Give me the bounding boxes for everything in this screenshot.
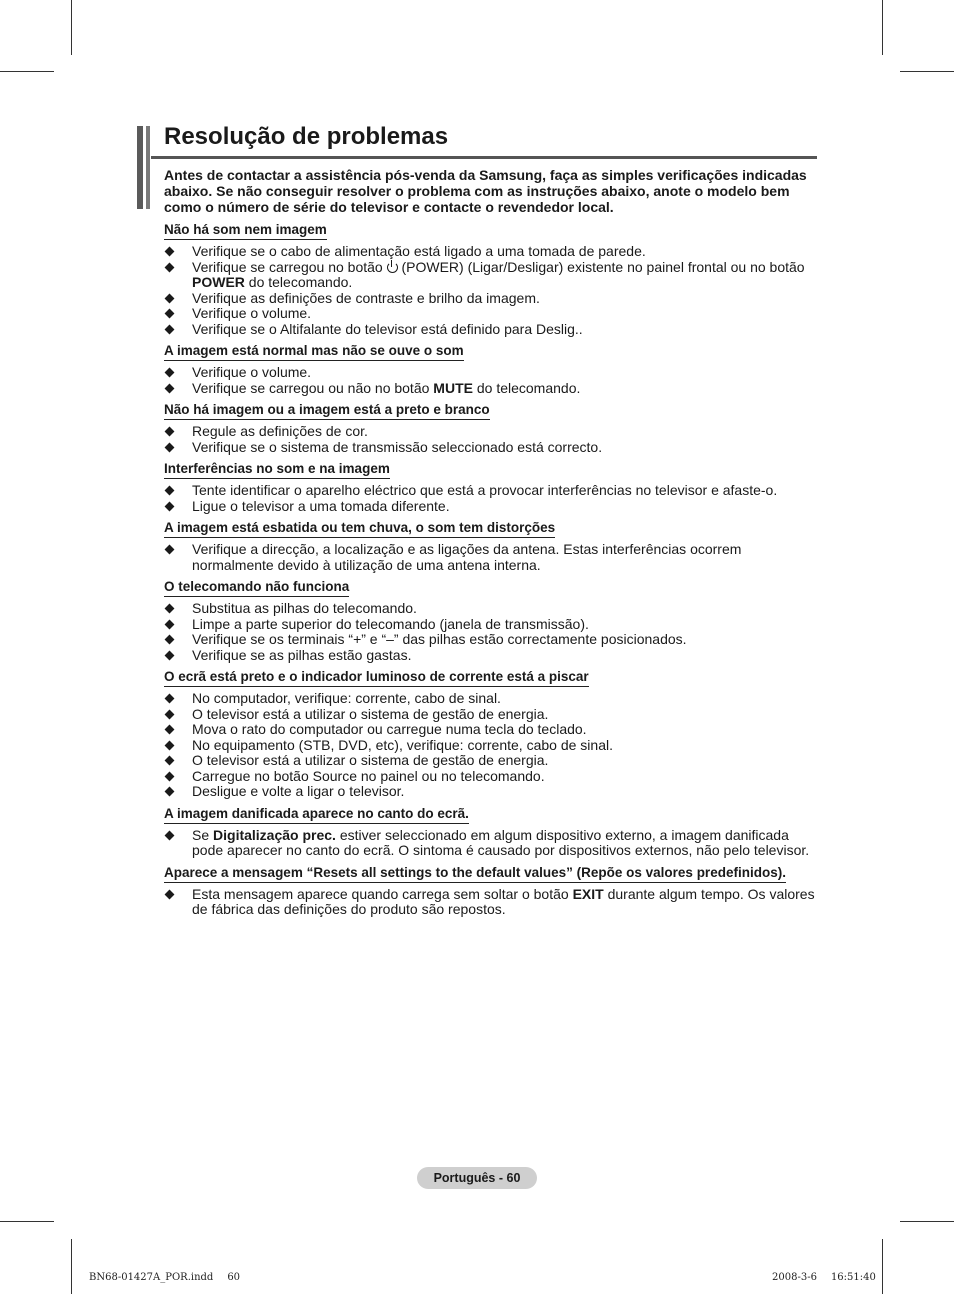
diamond-bullet-icon: [165, 787, 175, 797]
bold-keyword: EXIT: [572, 885, 604, 902]
bullet-list: [164, 483, 819, 514]
diamond-bullet-icon: [165, 889, 175, 899]
diamond-bullet-icon: [165, 324, 175, 334]
bullet-text: do telecomando.: [248, 274, 353, 290]
bullet-text: do telecomando.: [476, 379, 581, 396]
bullet-text: No computador, verifique: corrente, cabo de sinal.: [192, 690, 501, 706]
crop-mark: [900, 1221, 954, 1222]
bullet-text: Verifique se o cabo de alimentação está ligado a uma tomada de parede.: [192, 243, 646, 259]
bullet-list: [164, 365, 819, 396]
section: [164, 667, 819, 800]
bullet-item: [164, 738, 819, 754]
diamond-bullet-icon: [165, 545, 175, 555]
section-heading: Não há imagem ou a imagem está a preto e branco: [164, 402, 490, 420]
diamond-bullet-icon: [165, 740, 175, 750]
bullet-text: estiver seleccionado em algum dispositivo externo, a imagem danificada pode aparecer no canto do ecrã. O sintoma é causado por dispositivos externos, não pelo televisor.: [192, 826, 810, 858]
bullet-text: Verifique as definições de contraste e brilho da imagem.: [192, 289, 540, 306]
bullet-item: [164, 291, 819, 307]
sections-container: [164, 220, 819, 918]
diamond-bullet-icon: [165, 635, 175, 645]
bullet-text: durante algum tempo. Os valores de fábrica das definições do produto são repostos.: [192, 885, 815, 917]
diamond-bullet-icon: [165, 427, 175, 437]
section: [164, 459, 819, 514]
bullet-text: O televisor está a utilizar o sistema de gestão de energia.: [192, 705, 549, 722]
diamond-bullet-icon: [165, 247, 175, 257]
bullet-item: [164, 365, 819, 381]
bullet-text: Verifique se os terminais “+” e “–” das pilhas estão correctamente posicionados.: [192, 631, 687, 647]
section: [164, 341, 819, 396]
intro-paragraph: Antes de contactar a assistência pós-venda da Samsung, faça as simples verificações indicadas abaixo. Se não conseguir resolver o problema com as instruções abaixo, anote o modelo bem como o número de série do televisor e contacte o revendedor local.: [164, 167, 807, 215]
diamond-bullet-icon: [165, 694, 175, 704]
section-heading: O telecomando não funciona: [164, 579, 349, 597]
bullet-text: Verifique se as pilhas estão gastas.: [192, 646, 412, 663]
diamond-bullet-icon: [165, 771, 175, 781]
bullet-text: Substitua as pilhas do telecomando.: [192, 600, 417, 616]
bullet-list: [164, 424, 819, 455]
title-rule: [151, 156, 817, 159]
bullet-text: O televisor está a utilizar o sistema de gestão de energia.: [192, 752, 549, 768]
section-heading: A imagem está esbatida ou tem chuva, o som tem distorções: [164, 520, 555, 538]
section-heading: Não há som nem imagem: [164, 222, 327, 240]
bullet-item: [164, 306, 819, 322]
bullet-text: Se: [192, 826, 210, 843]
bullet-item: [164, 784, 819, 800]
bullet-item: [164, 632, 819, 648]
bullet-text: Regule as definições de cor.: [192, 423, 368, 439]
diamond-bullet-icon: [165, 501, 175, 511]
bullet-text: No equipamento (STB, DVD, etc), verifique: corrente, cabo de sinal.: [192, 736, 613, 753]
section-heading: Interferências no som e na imagem: [164, 461, 390, 479]
bullet-item: [164, 887, 819, 918]
bullet-list: [164, 244, 819, 337]
section-heading: O ecrã está preto e o indicador luminoso de corrente está a piscar: [164, 669, 589, 687]
section: [164, 400, 819, 455]
crop-mark: [71, 1239, 72, 1294]
diamond-bullet-icon: [165, 619, 175, 629]
bullet-text: Mova o rato do computador ou carregue numa tecla do teclado.: [192, 721, 587, 737]
bullet-item: [164, 601, 819, 617]
bullet-item: [164, 424, 819, 440]
bullet-item: [164, 542, 819, 573]
bullet-text: Verifique se carregou no botão: [192, 258, 383, 275]
bullet-item: [164, 322, 819, 338]
section: [164, 220, 819, 337]
bullet-text: Limpe a parte superior do telecomando (janela de transmissão).: [192, 615, 589, 632]
bullet-text: Verifique se o sistema de transmissão seleccionado está correcto.: [192, 438, 603, 455]
bullet-text: Verifique o volume.: [192, 364, 312, 380]
section-heading: A imagem danificada aparece no canto do ecrã.: [164, 806, 469, 824]
bullet-item: [164, 769, 819, 785]
diamond-bullet-icon: [165, 293, 175, 303]
bullet-item: [164, 440, 819, 456]
bullet-text: Tente identificar o aparelho eléctrico que está a provocar interferências no televisor e afaste-o.: [192, 482, 778, 498]
diamond-bullet-icon: [165, 309, 175, 319]
crop-mark: [71, 0, 72, 55]
bullet-item: [164, 260, 819, 291]
section: [164, 518, 819, 573]
bullet-text: Carregue no botão Source no painel ou no telecomando.: [192, 767, 545, 784]
footer-file-info: [89, 1272, 254, 1283]
bullet-item: [164, 617, 819, 633]
diamond-bullet-icon: [165, 262, 175, 272]
footer-time: 16:51:40: [830, 1272, 876, 1283]
bold-keyword: MUTE: [433, 379, 473, 396]
bullet-item: [164, 828, 819, 859]
power-icon: [387, 262, 398, 273]
diamond-bullet-icon: [165, 725, 175, 735]
crop-mark: [0, 71, 54, 72]
bullet-item: [164, 707, 819, 723]
bullet-text: Verifique se carregou ou não no botão: [192, 379, 430, 396]
section-heading: A imagem está normal mas não se ouve o som: [164, 343, 464, 361]
section: [164, 804, 819, 859]
section: [164, 863, 819, 918]
document-body: [164, 167, 819, 922]
footer-page: 60: [227, 1272, 241, 1283]
bullet-item: [164, 722, 819, 738]
bullet-text: Verifique a direcção, a localização e as ligações da antena. Estas interferências ocorrem normalmente devido à utilização de uma antena interna.: [192, 541, 742, 573]
bullet-text: Esta mensagem aparece quando carrega sem soltar o botão: [192, 885, 569, 902]
diamond-bullet-icon: [165, 830, 175, 840]
bullet-text: Verifique se o Altifalante do televisor está definido para Deslig..: [192, 320, 583, 337]
bullet-item: [164, 753, 819, 769]
title-decoration: [137, 126, 151, 209]
diamond-bullet-icon: [165, 368, 175, 378]
section-heading: Aparece a mensagem “Resets all settings to the default values” (Repõe os valores predefinidos).: [164, 865, 786, 883]
bullet-item: [164, 499, 819, 515]
diamond-bullet-icon: [165, 604, 175, 614]
bullet-list: [164, 828, 819, 859]
page-number-badge: Português - 60: [417, 1167, 537, 1189]
footer-date: 2008-3-6: [772, 1272, 817, 1283]
bullet-item: [164, 691, 819, 707]
diamond-bullet-icon: [165, 756, 175, 766]
bullet-item: [164, 648, 819, 664]
diamond-bullet-icon: [165, 486, 175, 496]
crop-mark: [0, 1221, 54, 1222]
bullet-item: [164, 381, 819, 397]
footer-timestamp: [772, 1272, 876, 1283]
bold-keyword: POWER: [192, 274, 245, 290]
page-title: Resolução de problemas: [164, 123, 449, 150]
diamond-bullet-icon: [165, 383, 175, 393]
crop-mark: [882, 0, 883, 55]
bullet-list: [164, 691, 819, 800]
bullet-item: [164, 244, 819, 260]
diamond-bullet-icon: [165, 442, 175, 452]
crop-mark: [882, 1239, 883, 1294]
diamond-bullet-icon: [165, 650, 175, 660]
bold-keyword: Digitalização prec.: [213, 826, 336, 843]
bullet-text: Verifique o volume.: [192, 305, 312, 321]
bullet-list: [164, 887, 819, 918]
section: [164, 577, 819, 663]
crop-mark: [900, 71, 954, 72]
bullet-text: Ligue o televisor a uma tomada diferente.: [192, 497, 450, 514]
bullet-text: (POWER) (Ligar/Desligar) existente no painel frontal ou no botão: [401, 258, 805, 275]
bullet-list: [164, 542, 819, 573]
diamond-bullet-icon: [165, 709, 175, 719]
bullet-item: [164, 483, 819, 499]
bullet-text: Desligue e volte a ligar o televisor.: [192, 783, 405, 799]
bullet-list: [164, 601, 819, 663]
footer-filename: BN68-01427A_POR.indd: [89, 1272, 214, 1283]
